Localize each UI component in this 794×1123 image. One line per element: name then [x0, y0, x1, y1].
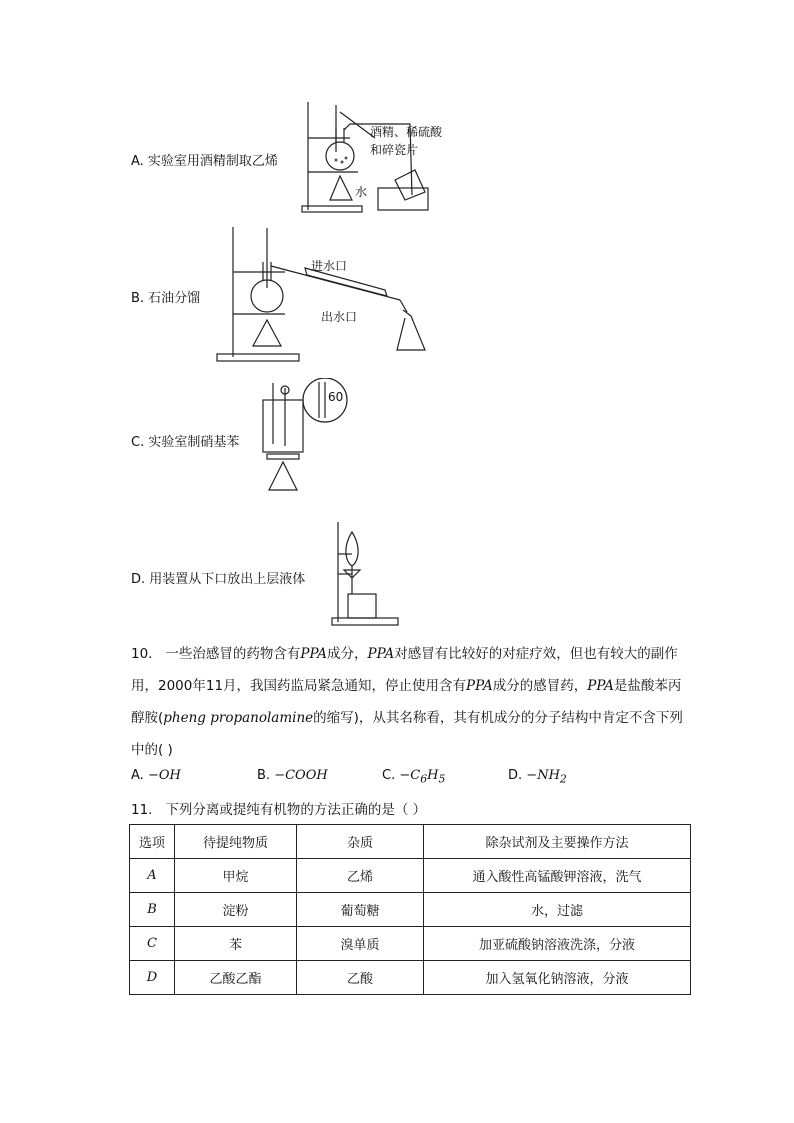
table-row [130, 893, 691, 927]
question-10-line2: 用，2000年11月，我国药监局紧急通知，停止使用含有PPA成分的感冒药，PPA是盐酸苯丙 [131, 678, 682, 694]
question-10-choices [131, 768, 691, 788]
table-cell: 通入酸性高锰酸钾溶液，洗气 [424, 859, 691, 893]
table-header: 杂质 [297, 825, 424, 859]
question-10-number: 10. [131, 646, 153, 662]
question-10-line3: 醇胺(pheng propanolamine的缩写)，从其名称看，其有机成分的分子结构中肯定不含下列 [131, 710, 683, 726]
table-header: 待提纯物质 [175, 825, 297, 859]
table-row [130, 927, 691, 961]
table-header-row [130, 825, 691, 859]
choice-a[interactable]: A. −OH [131, 768, 181, 783]
choice-c[interactable]: C. $-C_6H_5$ [382, 768, 446, 786]
choice-b[interactable]: B. −COOH [257, 768, 328, 783]
table-cell: B [130, 893, 175, 927]
table-cell: 水，过滤 [424, 893, 691, 927]
question-11-text: 下列分离或提纯有机物的方法正确的是（ ） [165, 802, 427, 818]
choice-d[interactable]: D. $-NH_2$ [508, 768, 567, 786]
water-inlet-label: 进水口 [311, 259, 348, 273]
question-10-line1: 10. 一些治感冒的药物含有PPA成分，PPA对感冒有比较好的对症疗效，但也有较大的副作 [131, 646, 678, 662]
question-11 [131, 794, 693, 826]
table-cell: 溴单质 [297, 927, 424, 961]
table-cell: 淀粉 [175, 893, 297, 927]
question-11-number: 11. [131, 802, 153, 818]
option-d-label: D. 用装置从下口放出上层液体 [131, 572, 306, 587]
table-cell: 加入氢氧化钠溶液，分液 [424, 961, 691, 995]
table-cell: 乙酸乙酯 [175, 961, 297, 995]
table-header: 除杂试剂及主要操作方法 [424, 825, 691, 859]
option-b-label: B. 石油分馏 [131, 291, 201, 306]
option-c-label: C. 实验室制硝基苯 [131, 435, 240, 450]
table-cell: 加亚硫酸钠溶液洗涤，分液 [424, 927, 691, 961]
petroleum-distillation-figure [215, 222, 440, 362]
water-outlet-label: 出水口 [321, 310, 358, 324]
table-cell: A [130, 859, 175, 893]
question-10-line4: 中的( ) [131, 742, 173, 758]
option-a-label: A. 实验室用酒精制取乙烯 [131, 154, 278, 169]
table-row [130, 961, 691, 995]
table-cell: 乙酸 [297, 961, 424, 995]
reagent-label-line1: 酒精、稀硫酸 [370, 125, 443, 139]
water-label: 水 [355, 185, 368, 199]
reagent-label-line2: 和碎瓷片 [370, 143, 419, 157]
table-cell: C [130, 927, 175, 961]
thermometer-60-label: 60 [328, 390, 344, 404]
table-cell: D [130, 961, 175, 995]
table-header: 选项 [130, 825, 175, 859]
purification-table [129, 824, 691, 995]
table-cell: 苯 [175, 927, 297, 961]
table-cell: 乙烯 [297, 859, 424, 893]
table-row [130, 859, 691, 893]
table-cell: 甲烷 [175, 859, 297, 893]
nitrobenzene-apparatus-figure [255, 378, 365, 503]
table-cell: 葡萄糖 [297, 893, 424, 927]
separatory-funnel-figure [328, 518, 403, 628]
